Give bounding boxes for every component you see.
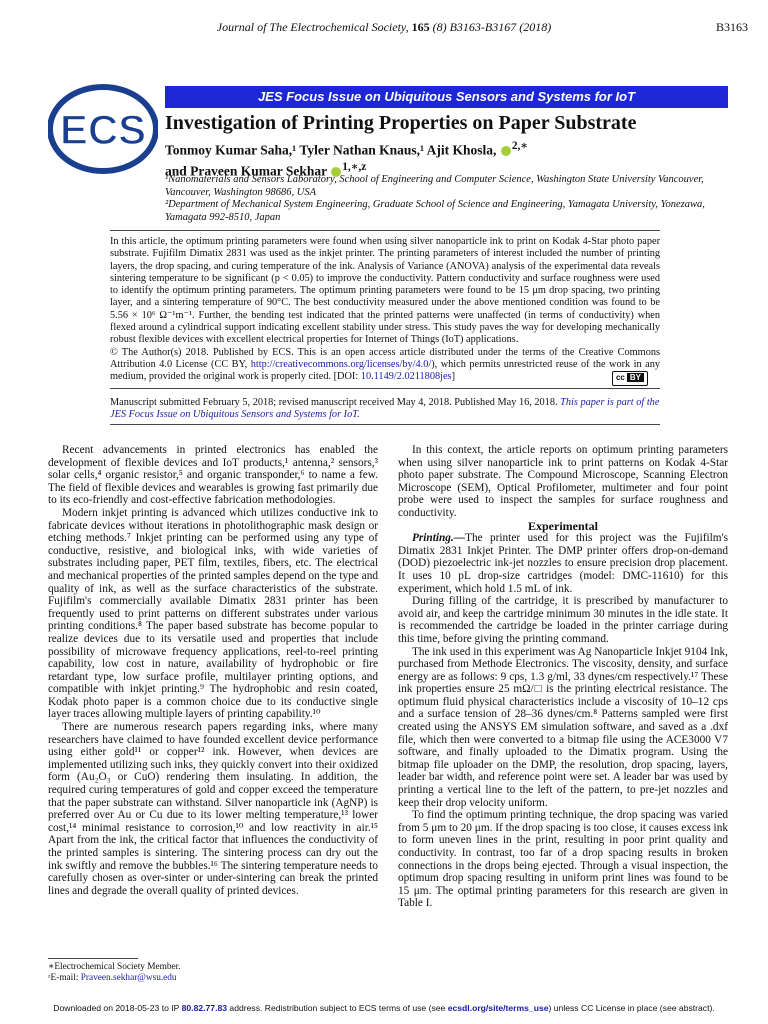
- intro-paragraph-1: Recent advancements in printed electronics has enabled the development of flexible devices and IoT products,¹ antenna,² sensors,³ solar cells,⁴ organic resistor,⁵ and organic transponder,⁶ to name a few. The field of flexible devices and wearables is growing fast primarily due to its eco-friendly and cost-effective fabrication methodologies.: [48, 444, 378, 507]
- email-label: ᶻE-mail:: [48, 973, 79, 983]
- submission-dates: Manuscript submitted February 5, 2018; revised manuscript received May 4, 2018. Published May 16, 2018.: [110, 397, 558, 408]
- license-text: © The Author(s) 2018. Published by ECS. This is an open access article distributed under the terms of the Creative Commons Attribution 4.0 License (CC BY,: [110, 346, 660, 370]
- cc-by-badge[interactable]: [612, 371, 648, 385]
- journal-citation: [0, 20, 768, 35]
- affiliations: [165, 174, 725, 224]
- doi-link[interactable]: 10.1149/2.0211808jes: [360, 371, 452, 383]
- footer-ip: 80.82.77.83: [181, 1003, 228, 1013]
- focus-issue-banner: JES Focus Issue on Ubiquitous Sensors and Systems for IoT: [165, 86, 728, 108]
- authors-line1: Tonmoy Kumar Saha,¹ Tyler Nathan Knaus,¹ Ajit Khosla,: [165, 142, 497, 158]
- left-column: [48, 444, 378, 897]
- ecs-logo-text: ECS: [59, 106, 147, 153]
- header-bottom-rule: [110, 424, 660, 425]
- footnotes: [48, 962, 378, 984]
- right-column: [398, 444, 728, 910]
- cc-icon: cc: [615, 373, 625, 383]
- drop-spacing-paragraph: To find the optimum printing technique, the drop spacing was varied from 5 μm to 20 μm. If the drop spacing is too close, it causes excess ink to form uneven lines in the print, resulting in poor print quality and conductivity. In contrast, too far of a drop spacing results in broken connections in the drops being ejected. Through a visual inspection, the optimum drop spacing resulting in uniform print lines was found to be 15 μm. The optimal printing parameters for this research are given in Table I.: [398, 809, 728, 910]
- download-footer: [0, 1003, 768, 1013]
- submission-info: [110, 397, 670, 422]
- footer-text: Downloaded on 2018-05-23 to IP: [53, 1003, 180, 1013]
- email-link[interactable]: Praveen.sekhar@wsu.edu: [80, 973, 177, 983]
- footnote-rule: [48, 958, 138, 959]
- terms-link[interactable]: ecsdl.org/site/terms_use: [447, 1003, 549, 1013]
- focus-issue-link[interactable]: This paper is part of the JES Focus Issue on Ubiquitous Sensors and Systems for IoT.: [110, 397, 660, 421]
- author-sup: 1,∗,z: [342, 160, 367, 173]
- license-end: ]: [451, 371, 455, 383]
- affiliation-1: ¹Nanomaterials and Sensors Laboratory, School of Engineering and Computer Science, Washington State University Vancouver, Vancouver, Washington 98686, USA: [165, 174, 704, 198]
- authors-line2: and Praveen Kumar Sekhar: [165, 163, 327, 178]
- license-link[interactable]: http://creativecommons.org/licenses/by/4.0/: [250, 358, 432, 370]
- abstract-top-rule: [110, 230, 660, 231]
- page-number: B3163: [715, 20, 748, 34]
- affiliation-2: ²Department of Mechanical System Engineering, Graduate School of Science and Engineering, Yamagata University, Yonezawa, Yamagata 992-8510, Japan: [165, 199, 705, 223]
- journal-name: Journal of The Electrochemical Society,: [216, 20, 409, 34]
- abstract-body: In this article, the optimum printing parameters were found when using silver nanoparticle ink to print on Kodak 4-Star photo paper substrate. Fujifilm Dimatix 2831 was used as the inkjet printer. The printing parameters of interest included the number of printing layers, the drop spacing, and curing temperature of the ink. Analysis of Variance (ANOVA) analysis of the experimental data reveals sintering temperature to be significant (p < 0.05) to improve the conductivity. Pattern conductivity and surface roughness were used to identify the optimum printing parameters. The optimum printing parameters were found to be 15 μm drop spacing, two printing layer, and a sintering temperature of 90°C. The best conductivity measured under the above mentioned condition was found to be 5.56 × 10⁶ Ω⁻¹m⁻¹. Further, the bending test indicated that the printed patterns were unaffected (in terms of conductivity) when flexed around a cylindrical support indicating excellent stability under stress. This study paves the way for developing mechanically robust flexible devices with excellent electrical properties for Internet of Things (IoT) applications.: [110, 236, 660, 346]
- journal-issue-pages: (8) B3163-B3167 (2018): [432, 20, 552, 34]
- abstract-bottom-rule: [110, 388, 660, 389]
- ink-paragraph: The ink used in this experiment was Ag Nanoparticle Inkjet 9104 Ink, purchased from Methode Electronics. The viscosity, density, and surface energy are as follows: 9 cps, 1.3 g/ml, 33 dynes/cm respectively.¹⁷ These ink properties ensure 25 mΩ/□ is the printing electrical resistance. The optimum fluid physical characteristics include a viscosity of 10–12 cps and a surface tension of 28–36 dynes/cm.⁸ Patterns sampled were first created using the ANSYS EM simulation software, and saved as a .dxf file, which then were converted to a bitmap file using the ACE3000 V7 software, and finally uploaded to the Dimatix program. Using the bitmap file uploader on the DMP, the resolution, drop spacing, layers, leader bar width, and reference point were set. A leader bar was used by printing a vertical line to the left of the pattern, to pre-jet nozzles and keep their drop velocity uniform.: [398, 645, 728, 809]
- abstract: [110, 236, 660, 386]
- printing-paragraph: [398, 532, 728, 595]
- section-heading-experimental: Experimental: [528, 518, 598, 533]
- license-text-2: ), which permits unrestricted reuse of the work in any medium, provided the original work is properly cited. [DOI:: [110, 358, 661, 383]
- footnote-email: [48, 973, 378, 984]
- intro-paragraph-2: Modern inkjet printing is advanced which utilizes conductive ink to fabricate devices without iterations in photolithographic mask design or etching methods.⁷ Inkjet printing can be performed using any type of conductive, resistive, and biological inks, with wide varieties of substrates including paper, PET film, textiles, fibers, etc. The electrical and mechanical properties of the printed samples depend on the type and quality of ink, as well as the surface characteristics of the substrate. Fujifilm's commercially available Dimatix 2831 printer has been frequently used to print patterns on different substrates under various printing conditions.⁸ The paper based substrate has become popular to realize devices due to its versatile used and properties that include possibility of microwave frequency applications, reel-to-reel printing capability, low cost in nature, availability of hydrophobic or fire retardant type, low surface profile, multilayer printing options, and compatible with inkjet printing.⁹ The hydrophobic and resin coated, Kodak photo paper is a common choice due to its conductive single layer traces allowing multiple layers of printing capability.¹⁰: [48, 506, 378, 721]
- journal-volume: 165: [411, 20, 430, 34]
- author-list: [165, 138, 725, 179]
- context-paragraph: In this context, the article reports on optimum printing parameters when using silver nanoparticle ink to print patterns on Kodak 4-Star photo paper substrate. The Compound Microscope, Scanning Electron Microscope (SEM), Optical Profilometer, multimeter and four point probe were used to inspect the samples for surface roughness and conductivity.: [398, 444, 728, 519]
- footnote-member: ∗Electrochemical Society Member.: [48, 962, 181, 972]
- license-statement: [110, 347, 660, 384]
- intro-paragraph-3: There are numerous research papers regarding inks, where many researchers have claimed to have founded excellent device performance using either gold¹¹ or copper¹² ink. However, when devices are implemented utilizing such inks, they quickly convert into their oxidized form (Au₂O₃ or CuO) rendering them insulating. In addition, the required curing temperatures of gold and copper exceed the temperature that the paper substrate can withstand. Silver nanoparticle ink (AgNP) is preferred over Au or Cu due to its lower melting temperature,¹³ lower cost,¹⁴ minimal resistance to corrosion,¹⁰ and low reactivity in air.¹⁵ Apart from the ink, the critical factor that influences the conductivity of the printed samples is sintering. The sintering process can dry out the ink swiftly and remove the bubbles.¹⁶ The sintering temperature needs to carefully chosen as over-sinter or under-sintering can break the printed lines and degrade the overall quality of printed devices.: [48, 721, 378, 897]
- author-sup: 2,∗: [511, 140, 529, 152]
- printing-text: The printer used for this project was the Fujifilm's Dimatix 2831 Inkjet Printer. The DMP printer offers drop-on-demand (DOD) piezoelectric ink-jet nozzles to ensure precision drop placement. It uses 10 pL drop-size cartridges (model: DMC-11610) for this experiment, which hold 1.5 mL of ink.: [398, 532, 728, 595]
- footer-text-3: ) unless CC License in place (see abstract).: [548, 1003, 715, 1013]
- orcid-icon[interactable]: [501, 146, 511, 156]
- cartridge-paragraph: During filling of the cartridge, it is prescribed by manufacturer to avoid air, and keep the cartridge minimum 30 minutes in the idle state. It is recommended the cartridge be loaded in the printer carriage during this time, before giving the printing command.: [398, 595, 728, 645]
- printing-subheading: Printing.—: [412, 532, 466, 545]
- ecs-logo: [48, 84, 158, 174]
- footer-text-2: address. Redistribution subject to ECS terms of use (see: [229, 1003, 446, 1013]
- paper-title: Investigation of Printing Properties on Paper Substrate: [165, 112, 637, 134]
- cc-by-label: BY: [627, 373, 644, 382]
